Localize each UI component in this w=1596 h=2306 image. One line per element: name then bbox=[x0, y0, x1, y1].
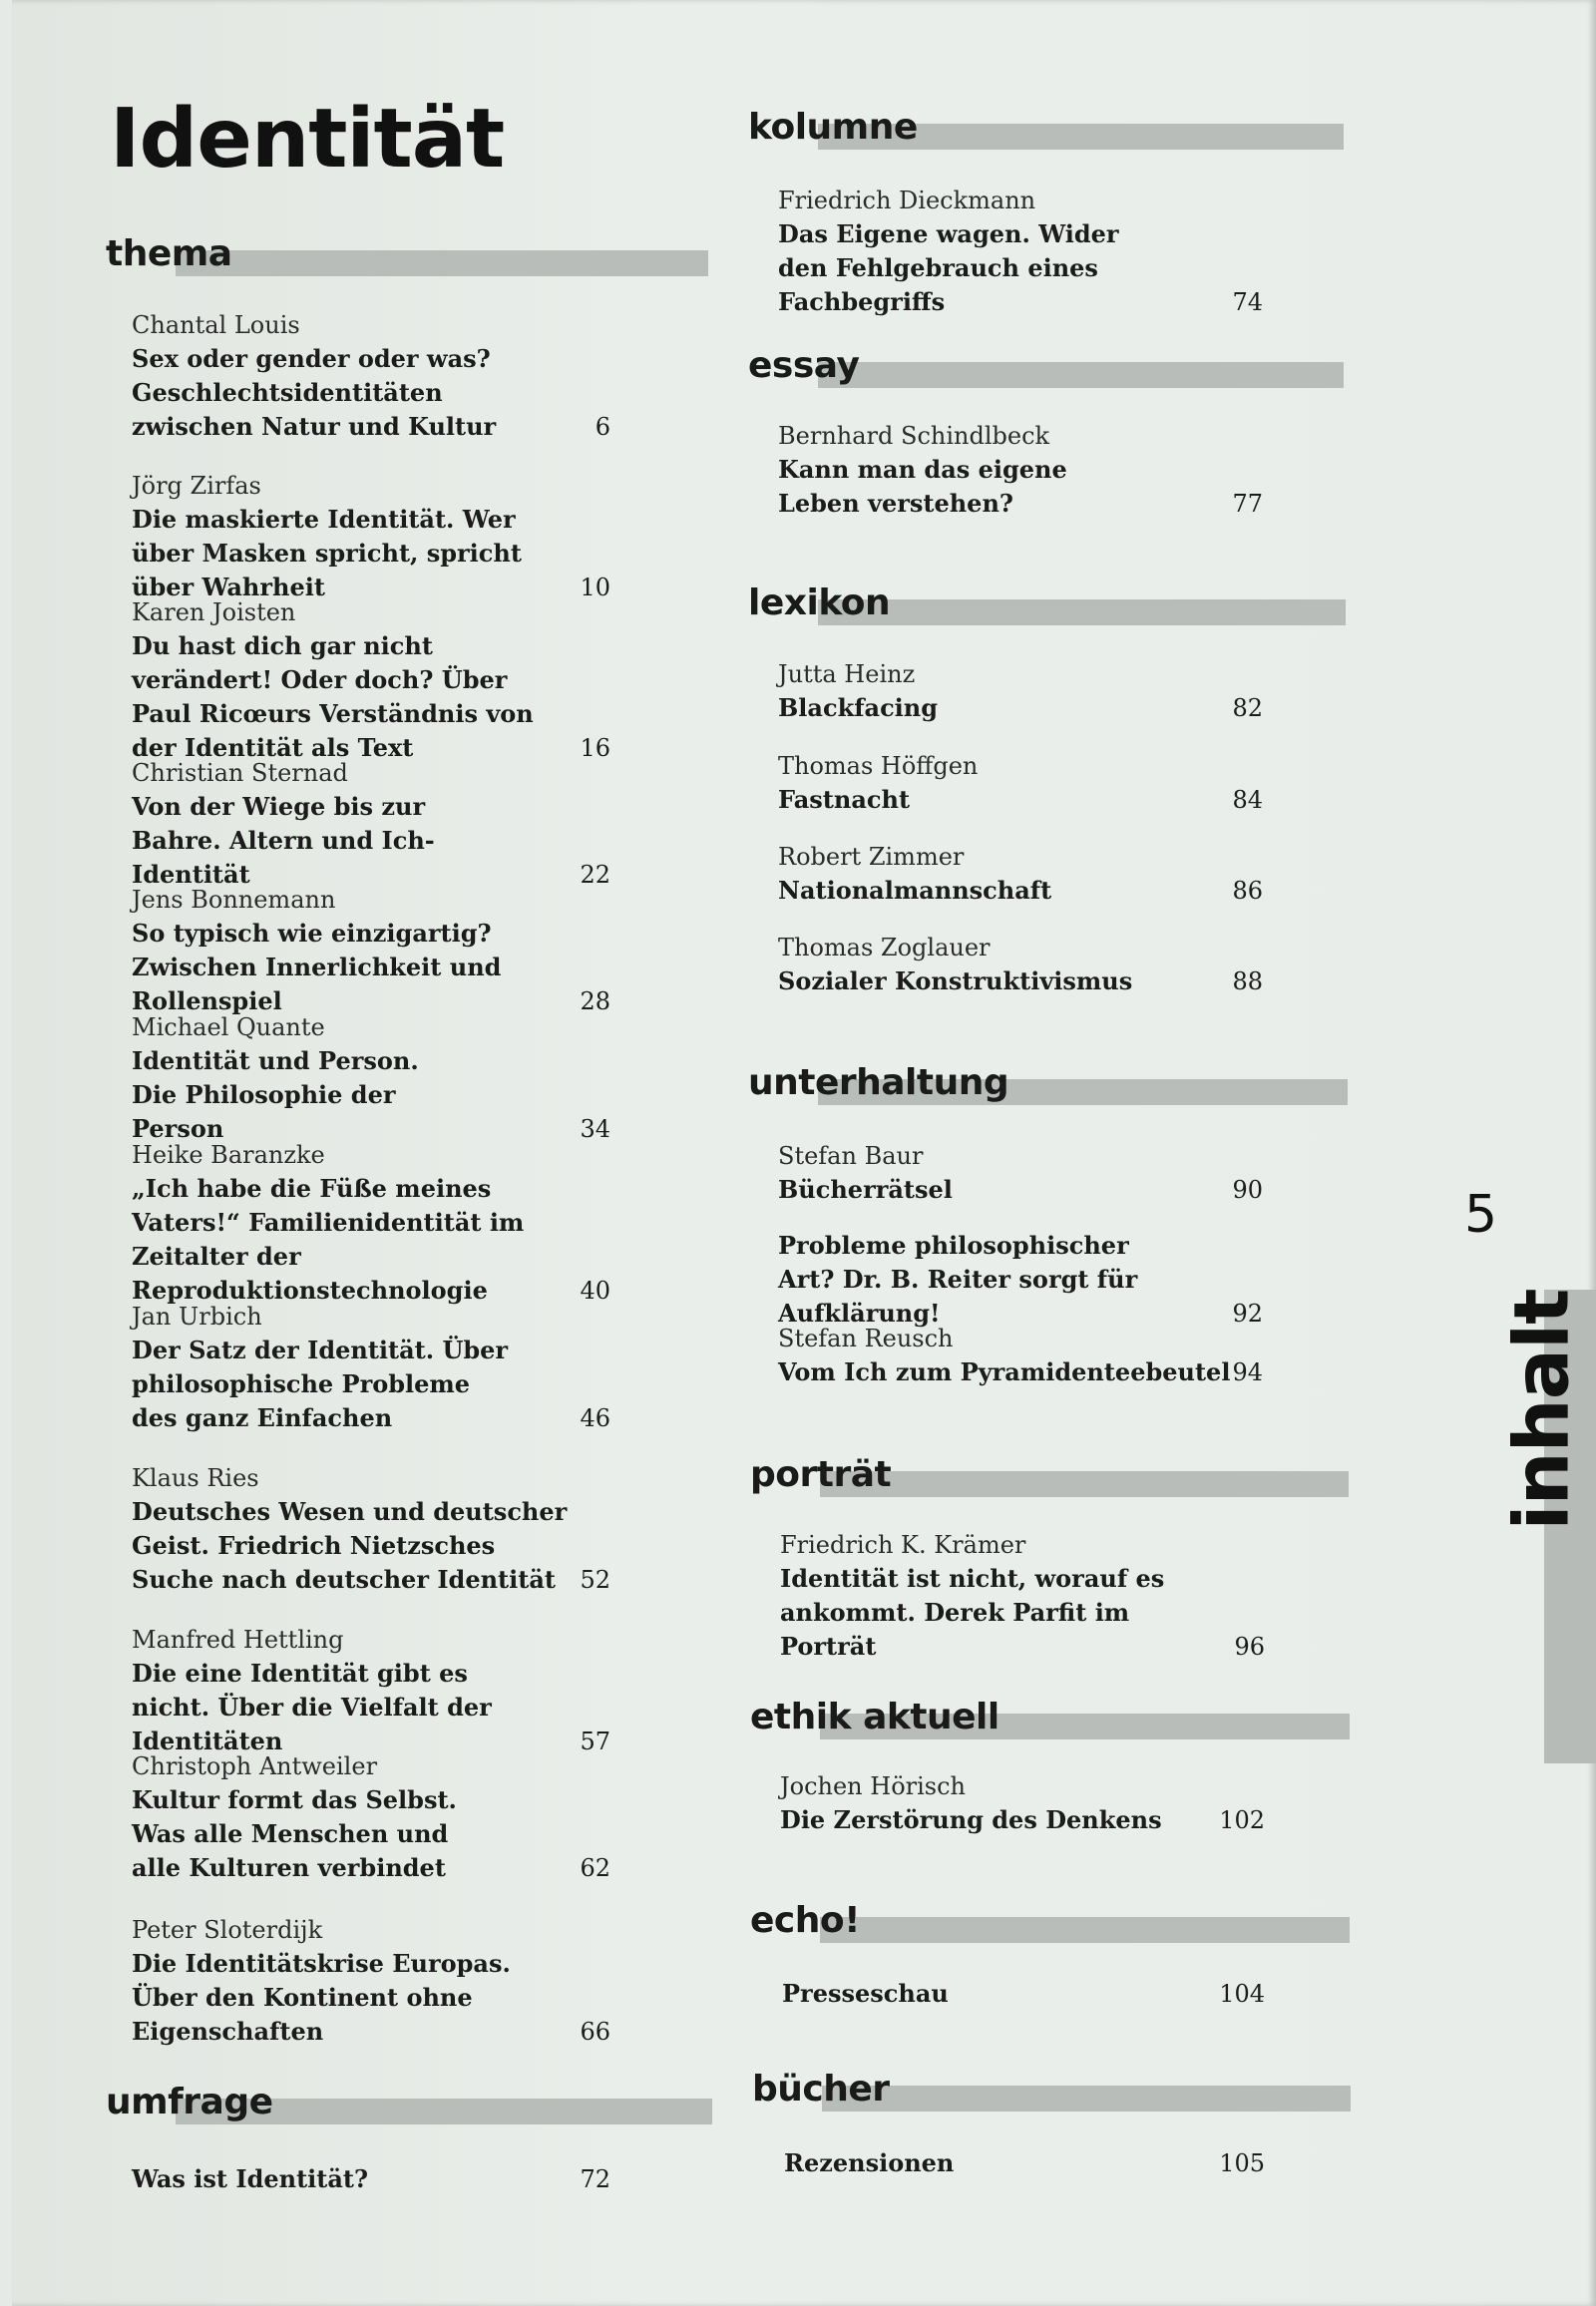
section-title: thema bbox=[106, 233, 232, 274]
toc-entry[interactable] bbox=[132, 1010, 610, 1146]
toc-entry[interactable] bbox=[778, 1139, 1263, 1207]
entry-author: Jens Bonnemann bbox=[132, 886, 336, 914]
page-title: Identität bbox=[110, 92, 505, 187]
entry-title: Nationalmannschaft bbox=[778, 876, 1052, 905]
entry-author: Friedrich Dieckmann bbox=[778, 187, 1036, 214]
section-header-kolumne bbox=[748, 98, 1344, 158]
entry-author: Jan Urbich bbox=[132, 1303, 262, 1331]
page-number: 5 bbox=[1464, 1185, 1498, 1245]
entry-author: Stefan Baur bbox=[778, 1142, 924, 1170]
entry-title: Rezensionen bbox=[784, 2148, 955, 2177]
entry-title: Sex oder gender oder was? Geschlechtsidentitäten zwischen Natur und Kultur bbox=[132, 344, 497, 441]
entry-page-number: 66 bbox=[580, 2018, 610, 2046]
entry-page-number: 28 bbox=[580, 987, 610, 1015]
entry-page-number: 92 bbox=[1232, 1300, 1263, 1328]
entry-page-number: 6 bbox=[595, 413, 610, 441]
section-header-echo bbox=[750, 1891, 1350, 1951]
entry-page-number: 94 bbox=[1232, 1358, 1263, 1386]
section-header-ethik-aktuell bbox=[750, 1688, 1350, 1747]
entry-page-number: 102 bbox=[1219, 1806, 1265, 1834]
section-title: kolumne bbox=[748, 107, 918, 148]
entry-title: Presseschau bbox=[782, 1979, 949, 2008]
entry-title: Sozialer Konstruktivismus bbox=[778, 966, 1133, 995]
entry-page-number: 52 bbox=[580, 1566, 610, 1594]
entry-author: Thomas Zoglauer bbox=[778, 934, 991, 961]
entry-author: Manfred Hettling bbox=[132, 1626, 344, 1654]
toc-entry[interactable] bbox=[778, 840, 1263, 908]
section-bar bbox=[176, 250, 708, 276]
entry-author: Klaus Ries bbox=[132, 1464, 259, 1492]
section-title: ethik aktuell bbox=[750, 1697, 999, 1737]
entry-author: Thomas Höffgen bbox=[778, 752, 979, 780]
entry-title: Du hast dich gar nicht verändert! Oder doch? Über Paul Ricœurs Verständnis von der Identität als Text bbox=[132, 631, 534, 762]
section-bar bbox=[818, 599, 1346, 625]
section-title: porträt bbox=[750, 1454, 892, 1495]
section-header-unterhaltung bbox=[748, 1053, 1348, 1113]
entry-page-number: 90 bbox=[1232, 1176, 1263, 1204]
section-title: echo! bbox=[750, 1900, 861, 1941]
section-tab-label-wrapper bbox=[1486, 1290, 1596, 1529]
entry-page-number: 104 bbox=[1219, 1980, 1265, 2008]
section-header-buecher bbox=[752, 2060, 1351, 2119]
entry-page-number: 16 bbox=[580, 734, 610, 762]
toc-entry[interactable] bbox=[784, 2146, 1265, 2180]
section-header-essay bbox=[748, 336, 1344, 396]
toc-entry[interactable] bbox=[132, 883, 610, 1018]
entry-title: Die Zerstörung des Denkens bbox=[780, 1805, 1162, 1834]
entry-author: Karen Joisten bbox=[132, 598, 296, 626]
entry-author: Jutta Heinz bbox=[778, 660, 916, 688]
section-title: essay bbox=[748, 345, 860, 386]
entry-page-number: 84 bbox=[1232, 786, 1263, 814]
entry-page-number: 40 bbox=[580, 1277, 610, 1305]
entry-title: Deutsches Wesen und deutscher Geist. Friedrich Nietzsches Suche nach deutscher Identität bbox=[132, 1497, 568, 1594]
entry-author: Friedrich K. Krämer bbox=[780, 1531, 1026, 1559]
toc-entry[interactable] bbox=[132, 756, 610, 892]
entry-page-number: 62 bbox=[580, 1854, 610, 1882]
section-bar bbox=[818, 362, 1344, 388]
entry-page-number: 22 bbox=[580, 861, 610, 889]
section-bar bbox=[820, 1917, 1350, 1943]
section-header-umfrage bbox=[106, 2073, 712, 2132]
entry-page-number: 34 bbox=[580, 1115, 610, 1143]
entry-title: Die Identitätskrise Europas. Über den Kontinent ohne Eigenschaften bbox=[132, 1949, 511, 2046]
toc-entry[interactable] bbox=[778, 1229, 1263, 1331]
toc-entry[interactable] bbox=[778, 931, 1263, 998]
entry-author: Robert Zimmer bbox=[778, 843, 965, 871]
entry-author: Jochen Hörisch bbox=[780, 1772, 966, 1800]
entry-page-number: 74 bbox=[1232, 288, 1263, 316]
toc-entry[interactable] bbox=[778, 419, 1263, 521]
toc-entry[interactable] bbox=[132, 308, 610, 444]
toc-entry[interactable] bbox=[778, 749, 1263, 817]
entry-page-number: 10 bbox=[580, 574, 610, 601]
entry-title: Vom Ich zum Pyramidenteebeutel bbox=[778, 1357, 1231, 1386]
entry-page-number: 105 bbox=[1219, 2149, 1265, 2177]
entry-author: Christian Sternad bbox=[132, 759, 348, 787]
entry-page-number: 77 bbox=[1232, 490, 1263, 518]
section-tab-label: inhalt bbox=[1496, 1289, 1586, 1530]
entry-title: Blackfacing bbox=[778, 693, 939, 722]
entry-title: So typisch wie einzigartig? Zwischen Innerlichkeit und Rollenspiel bbox=[132, 919, 502, 1015]
entry-title: Was ist Identität? bbox=[132, 2164, 369, 2193]
entry-title: Die maskierte Identität. Wer über Masken spricht, spricht über Wahrheit bbox=[132, 505, 522, 601]
toc-entry[interactable] bbox=[132, 469, 610, 604]
entry-title: „Ich habe die Füße meines Vaters!“ Familienidentität im Zeitalter der Reproduktionstechnologie bbox=[132, 1174, 525, 1305]
entry-title: Identität und Person. Die Philosophie der Person bbox=[132, 1046, 419, 1143]
entry-title: Probleme philosophischer Art? Dr. B. Reiter sorgt für Aufklärung! bbox=[778, 1231, 1138, 1328]
section-title: unterhaltung bbox=[748, 1062, 1009, 1103]
entry-author: Peter Sloterdijk bbox=[132, 1916, 323, 1944]
section-title: lexikon bbox=[748, 582, 891, 623]
toc-entry[interactable] bbox=[778, 657, 1263, 725]
entry-author: Stefan Reusch bbox=[778, 1325, 954, 1352]
section-title: umfrage bbox=[106, 2082, 273, 2122]
toc-entry[interactable] bbox=[132, 1461, 610, 1597]
entry-title: Kann man das eigene Leben verstehen? bbox=[778, 455, 1067, 518]
toc-entry[interactable] bbox=[132, 595, 610, 765]
toc-entry[interactable] bbox=[782, 1977, 1265, 2011]
entry-title: Fastnacht bbox=[778, 785, 911, 814]
entry-author: Bernhard Schindlbeck bbox=[778, 422, 1050, 450]
entry-page-number: 57 bbox=[580, 1728, 610, 1755]
entry-page-number: 96 bbox=[1234, 1633, 1265, 1661]
entry-title: Das Eigene wagen. Wider den Fehlgebrauch eines Fachbegriffs bbox=[778, 219, 1119, 316]
entry-author: Michael Quante bbox=[132, 1013, 325, 1041]
entry-author: Heike Baranzke bbox=[132, 1141, 325, 1169]
toc-entry[interactable] bbox=[132, 1623, 610, 1758]
entry-page-number: 72 bbox=[580, 2165, 610, 2193]
entry-page-number: 88 bbox=[1232, 967, 1263, 995]
entry-title: Identität ist nicht, worauf es ankommt. Derek Parfit im Porträt bbox=[780, 1564, 1165, 1661]
entry-title: Kultur formt das Selbst. Was alle Menschen und alle Kulturen verbindet bbox=[132, 1785, 457, 1882]
entry-title: Bücherrätsel bbox=[778, 1175, 953, 1204]
entry-title: Von der Wiege bis zur Bahre. Altern und Ich-Identität bbox=[132, 792, 435, 889]
section-bar bbox=[820, 1471, 1349, 1497]
toc-entry[interactable] bbox=[780, 1528, 1265, 1664]
entry-page-number: 46 bbox=[580, 1404, 610, 1432]
entry-title: Die eine Identität gibt es nicht. Über die Vielfalt der Identitäten bbox=[132, 1659, 492, 1755]
entry-author: Jörg Zirfas bbox=[132, 472, 261, 500]
section-header-lexikon bbox=[748, 574, 1346, 633]
section-bar bbox=[822, 2086, 1351, 2112]
section-title: bücher bbox=[752, 2069, 890, 2110]
section-header-thema bbox=[106, 224, 708, 284]
toc-entry[interactable] bbox=[132, 1138, 610, 1308]
section-header-portraet bbox=[750, 1445, 1349, 1505]
toc-entry[interactable] bbox=[132, 1749, 610, 1885]
entry-author: Christoph Antweiler bbox=[132, 1752, 378, 1780]
entry-page-number: 82 bbox=[1232, 694, 1263, 722]
toc-entry[interactable] bbox=[132, 2162, 610, 2196]
toc-entry[interactable] bbox=[778, 184, 1263, 319]
entry-author: Chantal Louis bbox=[132, 311, 300, 339]
toc-entry[interactable] bbox=[132, 1913, 610, 2049]
toc-entry[interactable] bbox=[132, 1300, 610, 1435]
entry-page-number: 86 bbox=[1232, 877, 1263, 905]
toc-entry[interactable] bbox=[778, 1322, 1263, 1389]
toc-entry[interactable] bbox=[780, 1769, 1265, 1837]
entry-title: Der Satz der Identität. Über philosophische Probleme des ganz Einfachen bbox=[132, 1336, 509, 1432]
